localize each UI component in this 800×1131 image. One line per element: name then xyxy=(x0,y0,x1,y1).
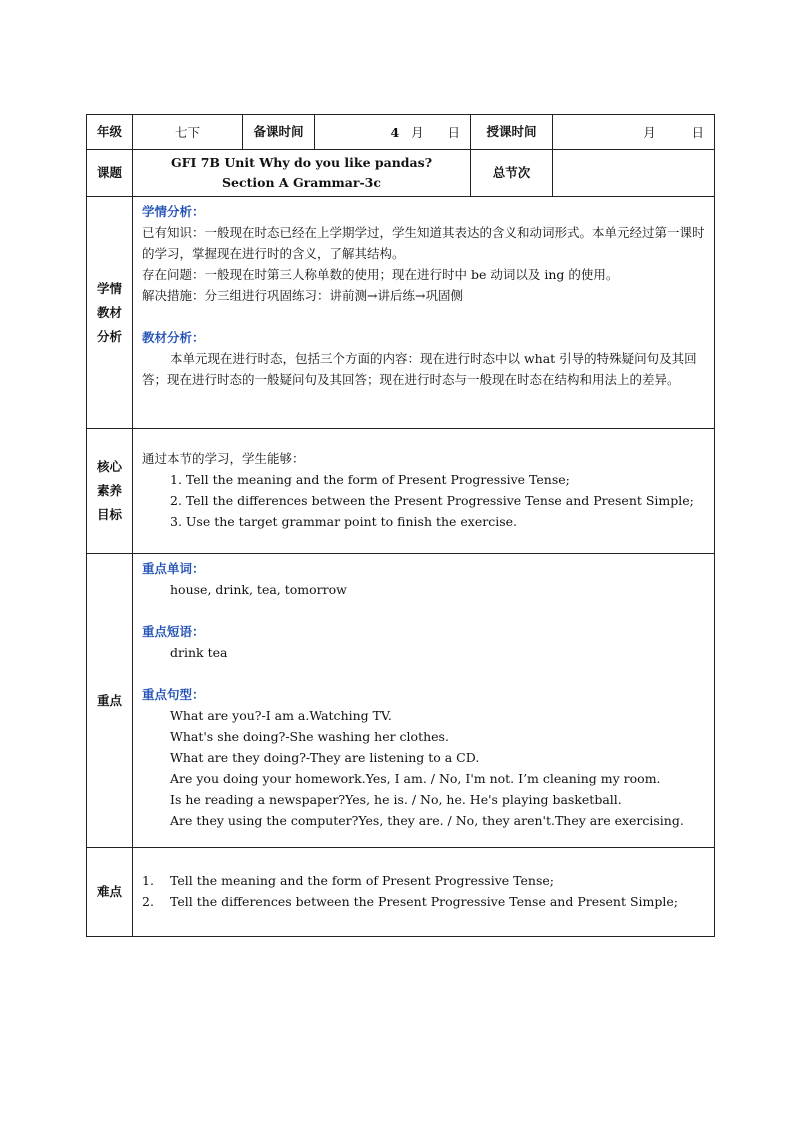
prep-time-value xyxy=(315,115,471,150)
core-goals-row xyxy=(87,429,715,554)
total-lessons-label: 总节次 xyxy=(471,150,553,197)
grade-label: 年级 xyxy=(87,115,133,150)
prep-day-char: 日 xyxy=(447,125,460,140)
difficulty-item xyxy=(142,891,708,912)
difficulty-number: 1. xyxy=(142,873,154,888)
core-goal-item: 3. Use the target grammar point to finish the exercise. xyxy=(170,514,518,529)
teach-month-char: 月 xyxy=(643,125,656,140)
analysis-content xyxy=(133,197,715,429)
key-phrases: drink tea xyxy=(170,645,228,660)
topic-title xyxy=(133,150,471,197)
analysis-label-3: 分析 xyxy=(96,328,122,344)
prep-month: 4 xyxy=(390,125,400,140)
analysis-line: 已有知识：一般现在时态已经在上学期学过，学生知道其表达的含义和动词形式。本单元经过第一课时的学习，掌握现在进行时的含义，了解其结构。 xyxy=(142,225,705,261)
core-goals-content xyxy=(133,429,715,554)
core-intro: 通过本节的学习，学生能够： xyxy=(142,451,305,466)
key-words-heading: 重点单词： xyxy=(142,561,205,576)
key-sentence: Are they using the computer?Yes, they are. / No, they aren't.They are exercising. xyxy=(170,813,684,828)
core-label-2: 素养 xyxy=(96,483,122,498)
lesson-plan-table xyxy=(86,114,715,937)
topic-title-line1: GFI 7B Unit Why do you like pandas? xyxy=(170,155,433,170)
teach-day-char: 日 xyxy=(691,125,704,140)
prep-month-char: 月 xyxy=(411,125,424,140)
teach-time-value xyxy=(553,115,715,150)
key-sentences-heading: 重点句型： xyxy=(142,687,205,702)
header-row xyxy=(87,115,715,150)
difficulty-content xyxy=(133,848,715,937)
total-lessons-value xyxy=(553,150,715,197)
difficulty-label: 难点 xyxy=(87,848,133,937)
key-sentence: What's she doing?-She washing her clothes. xyxy=(170,729,449,744)
core-label-1: 核心 xyxy=(96,459,122,474)
difficulty-text: Tell the meaning and the form of Present Progressive Tense; xyxy=(170,873,554,888)
difficulty-row xyxy=(87,848,715,937)
prep-time-label: 备课时间 xyxy=(243,115,315,150)
topic-row xyxy=(87,150,715,197)
key-points-content xyxy=(133,554,715,848)
analysis-row xyxy=(87,197,715,429)
teach-time-label: 授课时间 xyxy=(471,115,553,150)
key-sentence: Is he reading a newspaper?Yes, he is. / No, he. He's playing basketball. xyxy=(170,792,622,807)
analysis-label-1: 学情 xyxy=(96,280,122,296)
analysis-line: 存在问题：一般现在时第三人称单数的使用；现在进行时中 be 动词以及 ing 的使用。 xyxy=(142,267,619,282)
key-sentence: Are you doing your homework.Yes, I am. / No, I'm not. I’m cleaning my room. xyxy=(170,771,661,786)
grade-value: 七下 xyxy=(133,115,243,150)
difficulty-list xyxy=(142,870,708,912)
analysis-label xyxy=(87,197,133,429)
difficulty-text: Tell the differences between the Present Progressive Tense and Present Simple; xyxy=(170,894,678,909)
key-phrases-heading: 重点短语： xyxy=(142,624,205,639)
material-analysis-heading: 教材分析： xyxy=(142,330,205,345)
difficulty-item xyxy=(142,870,708,891)
key-sentence: What are they doing?-They are listening to a CD. xyxy=(170,750,480,765)
student-analysis-heading: 学情分析： xyxy=(142,204,205,219)
core-goals-label xyxy=(87,429,133,554)
key-points-label: 重点 xyxy=(87,554,133,848)
analysis-line: 解决措施：分三组进行巩固练习：讲前测→讲后练→巩固侧 xyxy=(142,288,463,303)
analysis-label-2: 教材 xyxy=(96,304,122,320)
material-analysis-text: 本单元现在进行时态，包括三个方面的内容：现在进行时态中以 what 引导的特殊疑问句及其回答；现在进行时态的一般疑问句及其回答；现在进行时态与一般现在时态在结构和用法上的差异。 xyxy=(142,351,697,387)
key-sentence: What are you?-I am a.Watching TV. xyxy=(170,708,392,723)
core-label-3: 目标 xyxy=(96,507,122,522)
core-goal-item: 2. Tell the differences between the Present Progressive Tense and Present Simple; xyxy=(170,493,694,508)
key-words: house, drink, tea, tomorrow xyxy=(170,582,347,597)
difficulty-number: 2. xyxy=(142,894,154,909)
topic-title-line2: Section A Grammar-3c xyxy=(222,175,381,190)
topic-label: 课题 xyxy=(87,150,133,197)
core-goal-item: 1. Tell the meaning and the form of Present Progressive Tense; xyxy=(170,472,570,487)
key-points-row xyxy=(87,554,715,848)
